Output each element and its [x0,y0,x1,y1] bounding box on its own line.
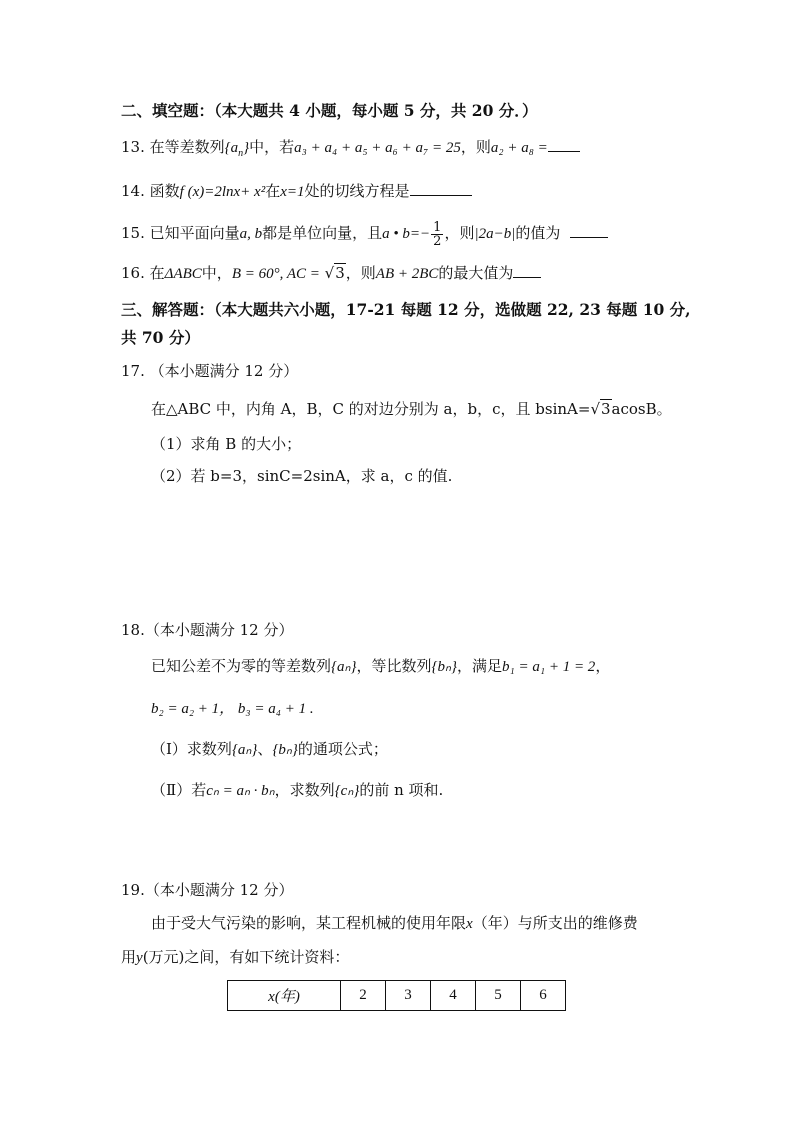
q18-part-2-text-2: ，求数列 [274,781,335,799]
table-cell: 2 [341,981,386,1011]
q13-seq-end: } [243,140,250,156]
table-header-cell [228,981,341,1011]
q18-part-2-expression: cₙ = aₙ · bₙ [206,783,275,799]
q19-statement-text-4: (万元)之间，有如下统计资料： [142,948,350,966]
q19-statement-text-3: 用 [121,948,137,966]
q13-seq-a: {a [224,140,239,156]
q13-seq [224,140,250,159]
q18-conditions: b₂ = a₂ + 1， b₃ = a₄ + 1 . [151,701,314,717]
q18-part-2 [151,780,443,801]
q16-answer-blank[interactable] [513,263,541,278]
q18-part-2-text: （Ⅱ）若 [151,781,207,799]
q18-part-2-seq-c: {cₙ} [334,783,360,799]
q16-triangle: ΔABC [164,266,202,282]
q14-answer-blank[interactable] [410,181,472,196]
q15-text-2: 都是单位向量，且 [262,224,383,242]
section-3-title: 三、解答题：（本大题共六小题，17-21 每题 12 分，选做题 22, 23 每题 10 分, [121,300,691,319]
q18-seq-b: {bₙ} [431,659,457,675]
q13-ask: a₂ + a₈ = [490,140,548,156]
q15-fraction [431,221,443,248]
q13-text: 在等差数列 [149,138,225,156]
q16-text-3: ，则 [345,264,376,282]
q13-text-3: ，则 [460,138,491,156]
question-16 [121,263,541,284]
q18-statement-text-4: ， [595,657,611,675]
q18-part-1-sep: 、 [257,740,273,758]
q19-statement-cont [121,947,349,968]
table-row [228,981,566,1011]
q18-part-1-seq-a: {aₙ} [231,742,258,758]
q18-part-2-text-3: 的前 n 项和. [359,781,444,799]
q17-part-2: （2）若 b=3，sinC=2sinA，求 a，c 的值. [151,467,453,485]
q14-number: 14. [121,182,145,200]
q15-text: 已知平面向量 [149,224,240,242]
q16-condition: B = 60°, AC = [231,266,320,282]
q17-heading: 17. （本小题满分 12 分） [121,362,299,380]
q13-number: 13. [121,138,145,156]
question-15 [121,220,608,248]
q14-expression: f (x)=2lnx+ x² [179,184,266,200]
q19-statement-text-2: （年）与所支出的维修费 [472,914,638,932]
q18-heading: 18.（本小题满分 12 分） [121,621,294,639]
q18-part-1 [151,739,388,760]
q16-sqrt-sign: √ [324,264,335,282]
q14-point: x=1 [280,184,305,200]
q18-statement [151,656,610,677]
section-3-title-cont: 共 70 分） [121,328,200,347]
q17-statement [151,399,672,419]
q19-heading: 19.（本小题满分 12 分） [121,881,294,899]
table-cell: 5 [476,981,521,1011]
q16-text: 在 [149,264,165,282]
q15-number: 15. [121,224,145,242]
q15-dot-product: a • b=− [382,226,431,242]
q17-sqrt-value: 3 [601,400,611,418]
q14-text: 函数 [149,182,180,200]
q15-answer-blank[interactable] [570,223,608,238]
q18-statement-text-3: ，满足 [457,657,503,675]
q15-text-4: 的值为 [515,224,561,242]
q15-fraction-numerator: 1 [433,219,442,235]
q18-part-1-text: （Ⅰ）求数列 [151,740,232,758]
q18-statement-text-2: ，等比数列 [356,657,432,675]
q19-var-x: x [466,916,473,932]
q15-fraction-denominator: 2 [433,233,442,249]
q14-text-3: 处的切线方程是 [304,182,410,200]
section-2-title: 二、填空题：（本大题共 4 小题，每小题 5 分，共 20 分．） [121,101,538,120]
question-14 [121,181,472,202]
q19-data-table [227,980,566,1011]
q14-text-2: 在 [265,182,281,200]
q17-statement-text: 在△ABC 中，内角 A，B，C 的对边分别为 a，b，c，且 bsinA= [151,400,591,418]
q18-part-1-text-2: 的通项公式； [297,740,388,758]
table-cell: 6 [521,981,566,1011]
q19-statement [151,913,638,934]
q16-text-4: 的最大值为 [438,264,514,282]
q13-seq-sub: n [238,148,244,159]
q15-vectors: a, b [239,226,263,242]
q17-part-1: （1）求角 B 的大小； [151,435,302,453]
question-13 [121,137,580,164]
q15-text-3: ，则 [444,224,475,242]
q15-abs-expression: |2a−b| [474,226,516,242]
q13-answer-blank[interactable] [548,137,580,152]
q18-seq-a: {aₙ} [331,659,357,675]
q16-expression: AB + 2BC [375,266,439,282]
table-header-label: x(年) [268,989,300,1005]
q13-text-2: 中，若 [249,138,295,156]
q19-var-y: y [136,950,143,966]
q18-statement-text: 已知公差不为零的等差数列 [151,657,332,675]
q17-sqrt-sign: √ [590,400,600,418]
table-cell: 3 [386,981,431,1011]
q19-statement-text: 由于受大气污染的影响，某工程机械的使用年限 [151,914,467,932]
q13-expression: a₃ + a₄ + a₅ + a₆ + a₇ = 25 [294,140,461,156]
q18-condition-1: b₁ = a₁ + 1 = 2 [502,659,596,675]
table-cell: 4 [431,981,476,1011]
q16-text-2: 中， [201,264,232,282]
q16-number: 16. [121,264,145,282]
q16-sqrt-value: 3 [335,264,345,282]
q17-statement-text-2: acosB。 [611,400,672,418]
q18-part-1-seq-b: {bₙ} [272,742,298,758]
